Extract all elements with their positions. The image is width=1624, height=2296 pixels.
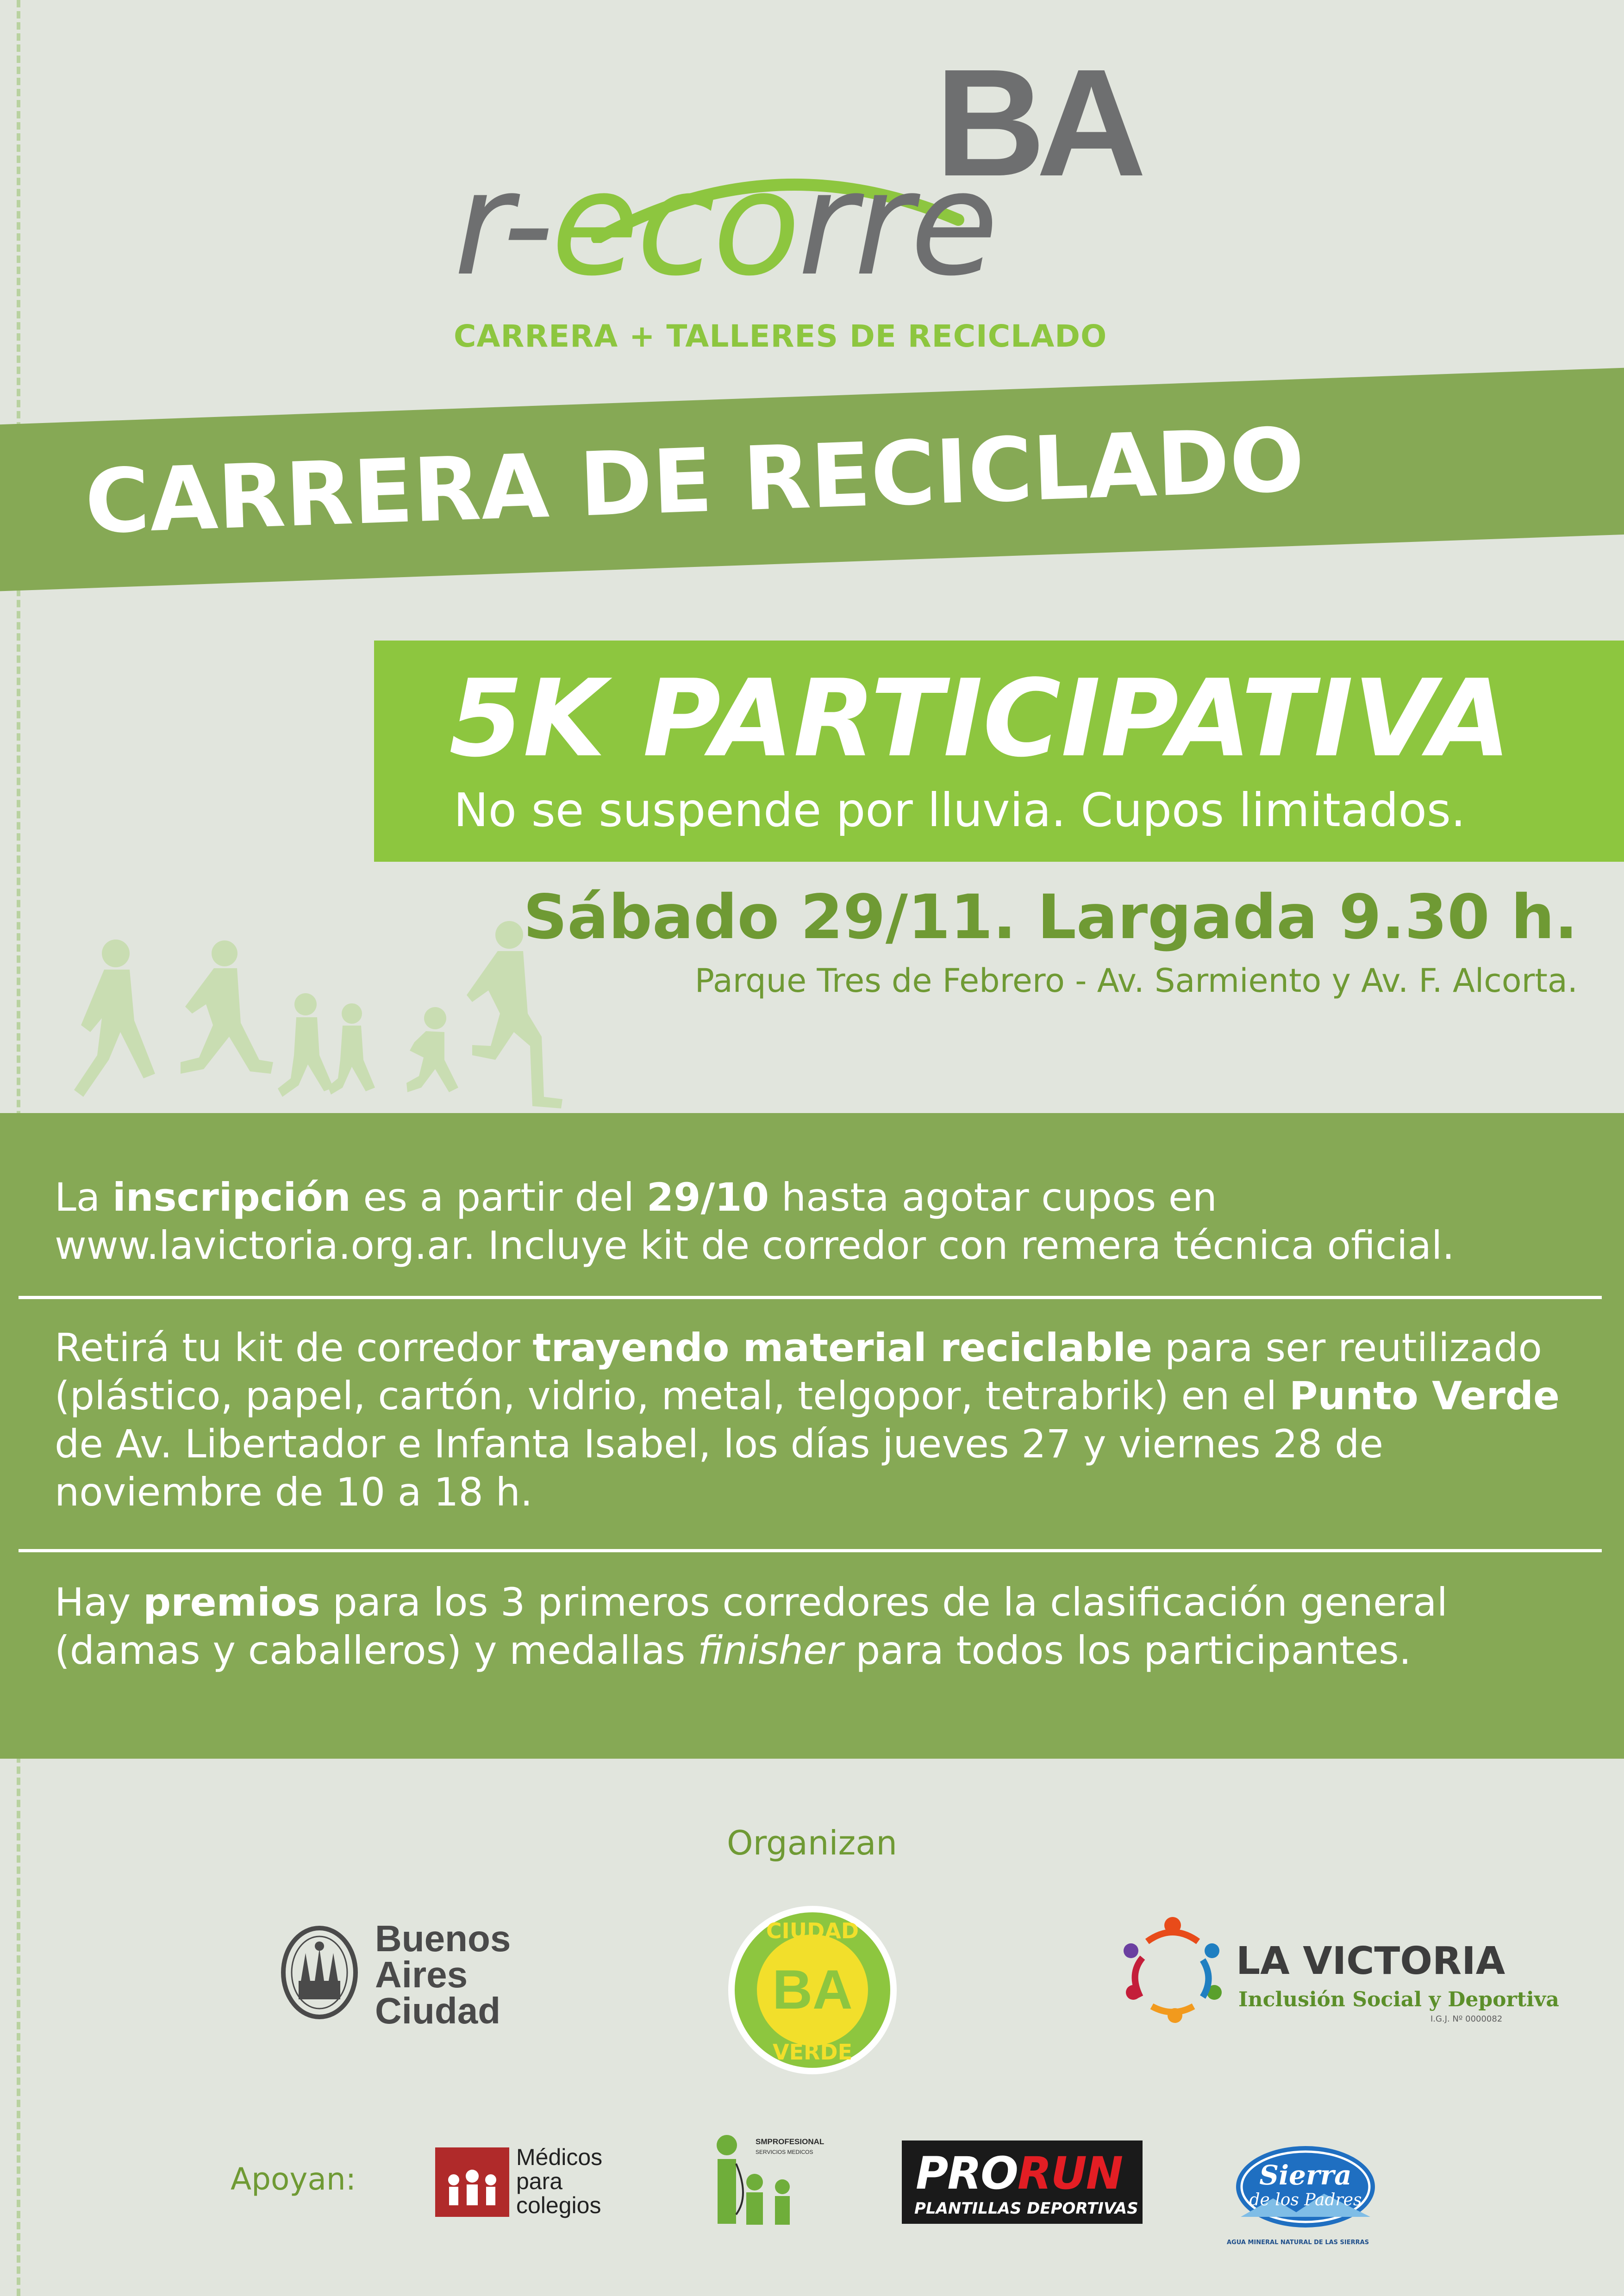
sierra-line1: Sierra [1259,2159,1352,2191]
prorun-wordmark [916,2147,1122,2199]
bac-line: Aires [375,1954,468,1995]
la-victoria-subtitle: Inclusión Social y Deportiva [1238,1988,1559,2011]
text-bold: 29/10 [646,1175,769,1220]
text-bold: premios [143,1580,320,1625]
text: La [55,1175,112,1220]
sierra-footer: AGUA MINERAL NATURAL DE LAS SIERRAS [1227,2239,1369,2246]
prorun-pro: PRO [916,2147,1018,2199]
organizers-label: Organizan [726,1823,897,1862]
info-paragraph-registration [55,1173,1601,1269]
ba-logo: BA [935,37,1137,208]
text: hasta agotar cupos en www.lavictoria.org.ar. Incluye kit de corredor con remera técnica oficial. [55,1175,1455,1268]
text: Retirá tu kit de corredor [55,1325,533,1370]
divider [19,1549,1602,1552]
bac-line: Buenos [375,1918,511,1959]
ciudad-verde-logo [725,1902,900,2078]
smprofesional-title: SMPROFESIONAL [756,2137,824,2146]
info-paragraph-kit [55,1324,1601,1516]
logo-prefix: r- [454,141,551,308]
text-bold: inscripción [112,1175,351,1220]
text: para ser reutilizado (plástico, papel, cartón, vidrio, metal, telgopor, tetrabrik) en el [55,1325,1542,1419]
ciudad-verde-top: CIUDAD [766,1918,859,1943]
race-place: Parque Tres de Febrero - Av. Sarmiento y Av. F. Alcorta. [694,962,1578,1000]
sponsors-label: Apoyan: [231,2161,356,2197]
la-victoria-title: LA VICTORIA [1236,1939,1505,1983]
text: es a partir del [350,1175,647,1220]
text: Hay [55,1580,144,1625]
text-bold: Punto Verde [1289,1373,1560,1419]
buenos-aires-ciudad-logo [375,1918,511,2031]
text-italic: finisher [698,1628,843,1673]
sierra-line2: de los Padres [1249,2190,1362,2209]
prorun-run: RUN [1017,2147,1123,2199]
logo-green: eco [551,141,798,308]
mpc-line: colegios [516,2192,601,2218]
smprofesional-sub: SERVICIOS MEDICOS [756,2149,813,2155]
sierra-de-los-padres-logo [1231,2143,1380,2240]
bac-line: Ciudad [375,1990,501,2031]
mpc-line: para [516,2168,563,2194]
text-bold: trayendo material reciclable [532,1325,1153,1370]
race-subtitle: No se suspende por lluvia. Cupos limitados. [454,783,1466,837]
text: para todos los participantes. [843,1628,1412,1673]
la-victoria-figures-icon [1119,1914,1226,2025]
info-paragraph-prizes [55,1578,1601,1674]
logo-suffix: rre [798,141,996,308]
buenos-aires-seal-icon [280,1925,359,2020]
race-title: 5K PARTICIPATIVA [449,657,1511,781]
prorun-sub: PLANTILLAS DEPORTIVAS [914,2199,1138,2218]
banner-title: CARRERA DE RECICLADO [83,409,1306,554]
recorre-logo [454,141,996,308]
ciudad-verde-bottom: VERDE [772,2040,853,2065]
ciudad-verde-ba: BA [772,1959,853,2021]
mpc-line: Médicos [516,2144,603,2170]
text: para los 3 primeros corredores de la clasificación general (damas y caballeros) y medallas [55,1580,1448,1673]
race-date: Sábado 29/11. Largada 9.30 h. [523,882,1578,953]
text: de Av. Libertador e Infanta Isabel, los días jueves 27 y viernes 28 de noviembre de 10 a 18 h. [55,1421,1384,1515]
logo-subtitle: CARRERA + TALLERES DE RECICLADO [454,318,1107,354]
divider [19,1296,1602,1299]
runners-illustration [65,921,565,1111]
medicos-para-colegios-logo [516,2145,602,2217]
la-victoria-igj: I.G.J. Nº 0000082 [1430,2014,1503,2024]
medicos-para-colegios-icon [435,2147,509,2217]
